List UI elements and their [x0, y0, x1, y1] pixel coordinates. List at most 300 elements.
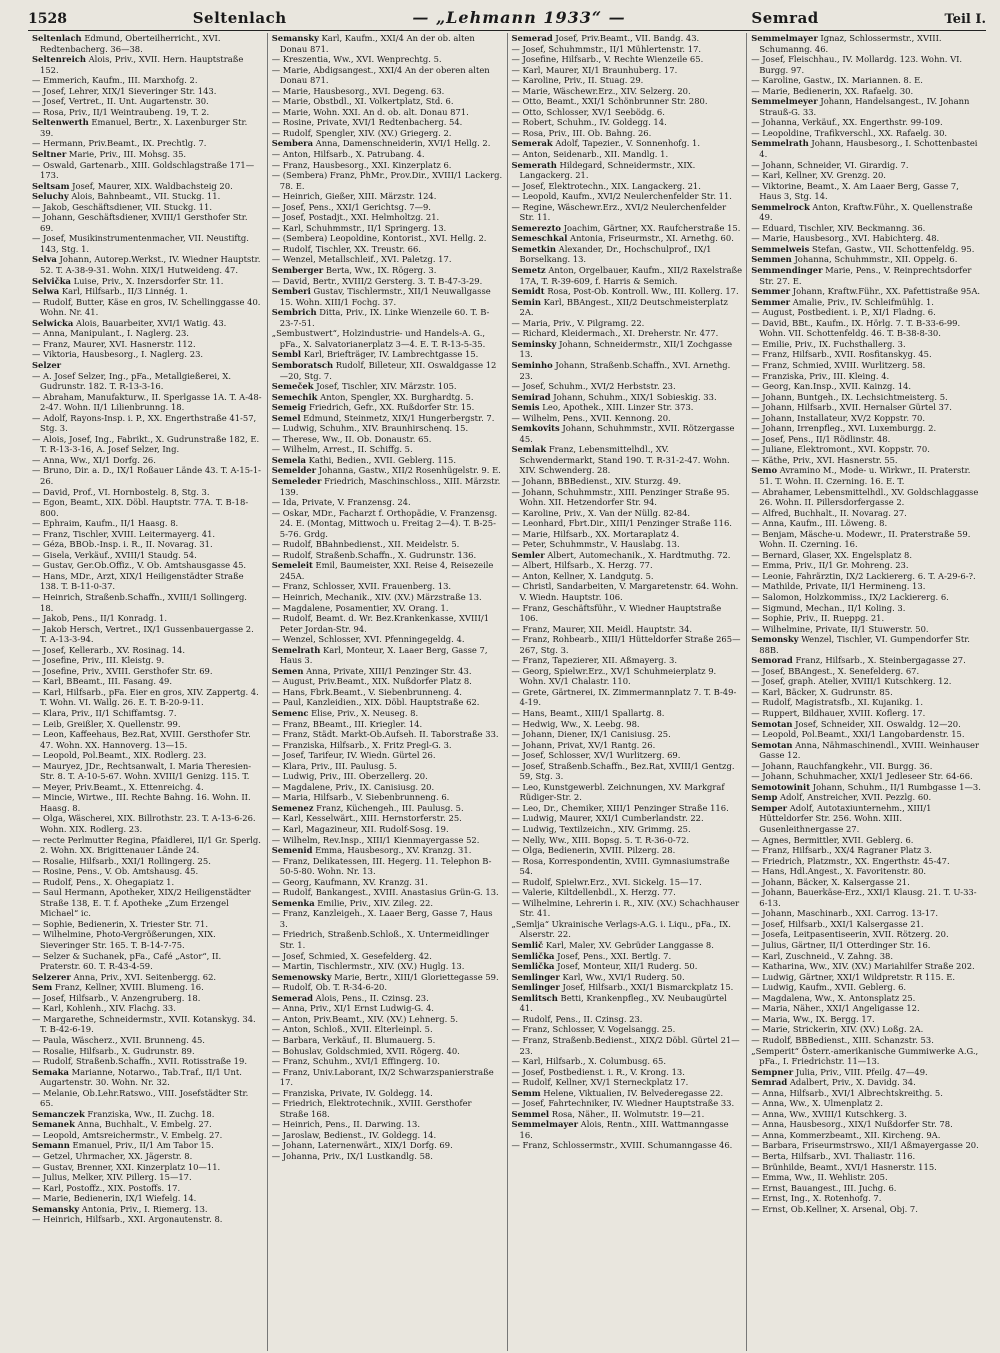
entry-text: — Karl, Magazineur, XII. Rudolf-Sosg. 19.	[271, 824, 449, 835]
entry-surname: Semelder	[271, 465, 317, 476]
entry-surname: Semmelrath	[751, 138, 809, 149]
entry-surname: Semansky	[271, 33, 319, 43]
entry-text: — Hans, MDr., Arzt, XIX/1 Heiligenstädter Straße 138. T. B-11-0-37.	[32, 570, 244, 592]
directory-entry	[751, 223, 982, 234]
entry-text: — Johann, Rauchfangkehr., VII. Burgg. 36.	[751, 760, 933, 771]
directory-entry	[512, 951, 743, 962]
entry-text: Johann, Schuhm., II/1 Rumbgasse 1—3.	[810, 781, 981, 792]
entry-text: — Viktorine, Beamt., X. Am Laaer Berg, Gasse 7, Haus 3, Stg. 14.	[751, 180, 959, 202]
directory-entry	[512, 1035, 743, 1056]
directory-entry	[32, 54, 263, 75]
directory-entry	[272, 929, 503, 950]
directory-entry	[272, 1151, 503, 1162]
entry-text: — Alfred, Buchhalt., II. Novarag. 27.	[751, 507, 907, 518]
directory-entry	[751, 75, 982, 86]
directory-entry	[32, 487, 263, 498]
entry-text: — Johann, Irrenpfleg., XVI. Luxemburgg. 2.	[751, 423, 937, 434]
directory-entry	[512, 75, 743, 86]
entry-text: — Rosine, Pens., V. Ob. Amtshausg. 45.	[32, 866, 199, 877]
directory-entry	[272, 687, 503, 698]
entry-text: Joachim, Gärtner, XX. Raufcherstraße 15.	[561, 222, 741, 233]
directory-entry	[32, 982, 263, 993]
entry-text: Friedrich, Gefr., XX. Rußdorfer Str. 15.	[306, 402, 475, 413]
directory-entry	[512, 1056, 743, 1067]
directory-entry	[512, 360, 743, 381]
directory-entry	[512, 318, 743, 329]
directory-entry	[32, 592, 263, 613]
entry-surname: Semm	[511, 1087, 541, 1098]
directory-entry	[272, 360, 503, 381]
entry-text: — Josef, BBAngest., X. Senefelderg. 67.	[751, 665, 920, 676]
directory-entry	[272, 666, 503, 677]
entry-text: — Bruno, Dir. a. D., IX/1 Roßauer Lände 43. T. A-15-1-26.	[32, 465, 262, 486]
directory-entry	[32, 1183, 263, 1194]
entry-surname: Seltenlach	[32, 33, 82, 43]
entry-text: — Adolf, Rayons-Insp. i. P., XX. Engerthstraße 41-57, Stg. 3.	[32, 412, 257, 434]
entry-text: — Emilie, Priv., IX. Fuchsthallerg. 3.	[751, 338, 906, 349]
entry-surname: Selwa	[32, 286, 60, 297]
directory-entry	[512, 634, 743, 655]
entry-text: — Franz, Tapezierer, XII. Aßmayerg. 3.	[511, 655, 677, 666]
header-title: — „Lehmann 1933“ —	[412, 8, 626, 27]
entry-text: — Jakob Hersch, Vertret., IX/1 Gussenbauergasse 2. T. A-13-3-94.	[32, 623, 254, 645]
directory-entry	[32, 254, 263, 275]
directory-entry	[751, 307, 982, 318]
entry-text: — Karl, BBeamt., III. Fasang. 49.	[32, 676, 173, 687]
directory-entry	[512, 845, 743, 856]
entry-text: — Otto, Schlosser, XV/1 Seebödg. 6.	[511, 106, 665, 117]
entry-text: — August, Postbedient. i. P., XI/1 Fladng. 6.	[751, 307, 936, 318]
entry-text: — Mauryez, JDr., Rechtsanwalt, I. Maria Theresien-Str. 8. T. A-10-5-67. Wohn. XVIII/1 Genizg. 115. T.	[32, 760, 252, 782]
directory-entry	[751, 349, 982, 360]
entry-surname: Semrad	[751, 1077, 788, 1088]
directory-entry	[512, 328, 743, 339]
directory-entry	[32, 887, 263, 919]
directory-entry	[512, 856, 743, 877]
directory-entry	[272, 465, 503, 476]
entry-text: — Franz, Univ.Laborant, IX/2 Schwarzspanierstraße 17.	[271, 1066, 494, 1088]
directory-entry	[32, 550, 263, 561]
directory-entry	[272, 951, 503, 962]
directory-entry	[751, 603, 982, 614]
directory-entry	[512, 128, 743, 139]
entry-surname: Selwicka	[32, 317, 74, 328]
entry-text: — Wilhelmine, Photo-Vergrößerungen, XIX. Sieveringer Str. 165. T. B-14-7-75.	[32, 929, 216, 951]
directory-entry	[32, 539, 263, 550]
entry-text: — Anton, Priv.Beamt., XIV. (XV.) Lehnerg. 5.	[271, 1013, 458, 1024]
directory-entry	[272, 138, 503, 149]
entry-text: — Ida, Private, V. Franzensg. 24.	[271, 497, 411, 508]
entry-text: — Anna, Hilfsarb., XVI/1 Albrechtskreithg. 5.	[751, 1087, 943, 1098]
entry-text: — Franz, Schlossermstr., XVIII. Schumanngasse 46.	[511, 1140, 733, 1151]
directory-entry	[512, 1024, 743, 1035]
directory-entry	[32, 750, 263, 761]
entry-text: — Hedwig, Ww., X. Leebg. 98.	[511, 718, 640, 729]
entry-text: — Leo, Kunstgewerbl. Zeichnungen, XV. Markgraf Rüdiger-Str. 2.	[511, 781, 725, 803]
entry-text: — Ludwig, Priv., III. Oberzellerg. 20.	[271, 771, 428, 782]
entry-surname: Seltner	[32, 149, 67, 160]
entry-text: — Valerie, Kiltdellenbdl., X. Herzg. 77.	[511, 887, 676, 898]
directory-entry	[32, 286, 263, 297]
entry-text: — Hans, Fbrk.Beamt., V. Siebenbrunneng. 4.	[271, 686, 462, 697]
entry-text: — Emma, Ww., II. Wehlistr. 205.	[751, 1172, 888, 1183]
directory-entry	[32, 835, 263, 856]
directory-entry	[272, 908, 503, 929]
directory-entry	[272, 508, 503, 540]
entry-text: — Robert, Schuhm., IV. Goldegg. 14.	[511, 117, 667, 128]
entry-text: — Josef, Musikinstrumentenmacher, VII. Neustiftg. 143, Stg. 1.	[32, 233, 249, 254]
directory-entry	[751, 856, 982, 867]
entry-text: — Josef, Postbedienst. i. R., V. Krong. 13.	[511, 1066, 685, 1077]
directory-entry	[272, 1119, 503, 1130]
entry-text: Josef, Pens., XXI. Bertlg. 7.	[554, 950, 672, 961]
directory-entry	[512, 1140, 743, 1151]
entry-text: — Rosine, Private, XVI/1 Redtenbacherg. 54.	[271, 117, 463, 128]
entry-text: — Franz, Delikatessen, III. Hegerg. 11. Telephon B-50-5-80. Wohn. Nr. 13.	[271, 855, 492, 877]
directory-entry	[32, 729, 263, 750]
entry-text: — Johann, Schuhmacher, XXI/1 Jedleseer Str. 64-66.	[751, 771, 973, 782]
directory-entry	[512, 919, 743, 940]
directory-entry	[751, 33, 982, 54]
directory-entry	[272, 719, 503, 730]
directory-entry	[32, 1204, 263, 1215]
directory-entry	[32, 202, 263, 213]
directory-entry	[32, 676, 263, 687]
entry-text: — Bohuslav, Goldschmied, XVII. Rögerg. 40.	[271, 1045, 460, 1056]
directory-entry	[751, 655, 982, 666]
entry-text: — Hans, Beamt., XIII/1 Spallartg. 8.	[511, 708, 665, 718]
directory-entry	[272, 149, 503, 160]
entry-surname: Semela	[271, 454, 306, 465]
entry-text: — Heinrich, Gießer, XIII. Märzstr. 124.	[271, 191, 437, 202]
entry-text: — Marie, Hausbesorg., XVI. Degeng. 63.	[271, 85, 445, 96]
entry-text: Edmund, Steinmetz, XIX/1 Hungerbergstr. 7.	[300, 412, 495, 423]
entry-text: — Barbara, Verkäuf., II. Blumauerg. 5.	[271, 1034, 436, 1045]
entry-surname: Semlička	[511, 950, 555, 961]
directory-entry	[272, 729, 503, 740]
entry-text: — Ephraim, Kaufm., II/1 Haasg. 8.	[32, 518, 179, 529]
entry-text: — Karl, Postoffz., XIX. Postoffs. 17.	[32, 1182, 181, 1193]
directory-entry	[751, 86, 982, 97]
directory-entry	[32, 497, 263, 518]
directory-entry	[512, 813, 743, 824]
entry-text: — Rudolf, Spielwr.Erz., XVI. Sickelg. 15—17.	[511, 876, 702, 887]
directory-entry	[272, 160, 503, 171]
directory-entry	[272, 54, 503, 65]
directory-entry	[272, 476, 503, 497]
directory-entry	[272, 244, 503, 255]
entry-surname: Selzerer	[32, 971, 71, 982]
directory-entry	[751, 940, 982, 951]
directory-entry	[32, 318, 263, 329]
directory-entry	[32, 465, 263, 486]
directory-entry	[512, 1088, 743, 1099]
directory-entry	[512, 54, 743, 65]
directory-entry	[32, 1140, 263, 1151]
entry-text: — Franz, Maurer, XII. Meidl. Hauptstr. 34.	[511, 623, 693, 634]
directory-entry	[272, 856, 503, 877]
directory-entry	[272, 782, 503, 793]
entry-text: — Ludwig, Textilzeichn., XIV. Grimmg. 25.	[511, 824, 691, 835]
entry-text: — Franz, Kanzleigeh., X. Laaer Berg, Gasse 7, Haus 3.	[271, 908, 493, 929]
directory-entry	[272, 1056, 503, 1067]
entry-surname: Semetkin	[511, 243, 557, 254]
entry-text: — Regine, Wäschewr.Erz., XVI/2 Neulerchenfelder Str. 11.	[511, 201, 727, 223]
directory-entry	[272, 212, 503, 223]
entry-text: Julia, Priv., VIII. Pfeilg. 47—49.	[793, 1066, 928, 1077]
entry-text: Alois, Bauarbeiter, XVI/1 Watig. 43.	[73, 317, 227, 328]
directory-entry	[512, 581, 743, 602]
entry-text: — Ruppert, Bildhauer, XVIII. Koflerg. 17.	[751, 708, 926, 718]
entry-text: — Friedrich, Elektrotechnik., XVIII. Gersthofer Straße 168.	[271, 1098, 472, 1119]
directory-entry	[512, 982, 743, 993]
directory-entry	[32, 434, 263, 455]
entry-surname: Seltenreich	[32, 54, 86, 65]
directory-entry	[272, 803, 503, 814]
entry-surname: Semmelweis	[751, 243, 810, 254]
entry-text: — Karl, Kohlenh., XIV. Flachg. 33.	[32, 1003, 176, 1014]
entry-text: — Karl, Kesselwärt., XIII. Hernstorferstr. 25.	[271, 813, 462, 824]
directory-entry	[272, 276, 503, 287]
header-right-word: Semrad	[751, 9, 819, 27]
entry-text: — Josef, Schuhm., XVI/2 Herbststr. 23.	[511, 381, 676, 392]
directory-entry	[512, 782, 743, 803]
directory-entry	[751, 360, 982, 371]
entry-text: — Marie, Hausbesorg., XVI. Habichterg. 48.	[751, 233, 940, 244]
entry-text: Adolf, Anstreicher, XVII. Pezzlg. 60.	[777, 792, 932, 803]
directory-entry	[751, 529, 982, 550]
entry-surname: Semirad	[511, 391, 551, 402]
column-2	[268, 33, 508, 1351]
directory-entry	[272, 117, 503, 128]
entry-text: Franz, Lebensmittelhdl., XV. Schwendermarkt, Stand 190. T. R-31-2-47. Wohn. XIV. Schwenderg. 28.	[519, 444, 730, 476]
entry-surname: Semotowinit	[751, 781, 811, 792]
directory-entry	[751, 929, 982, 940]
entry-text: — Albert, Hilfsarb., X. Herzg. 77.	[511, 560, 653, 571]
entry-text: — August, Priv.Beamt., XIX. Nußdorfer Platz 8.	[271, 676, 472, 687]
entry-surname: Semeleit	[271, 560, 313, 571]
entry-text: — Magdalene, Priv., IX. Canisiusg. 20.	[271, 781, 435, 792]
directory-entry	[751, 233, 982, 244]
entry-text: — Wenzel, Metallschleif., XVI. Paletzg. 17.	[271, 254, 452, 265]
entry-text: Marie, Pens., V. Reinprechtsdorfer Str. 27. E.	[759, 265, 972, 286]
directory-entry	[32, 117, 263, 138]
directory-entry	[512, 1119, 743, 1140]
entry-text: — Johanna, Priv., IX/1 Lustkandlg. 58.	[271, 1150, 433, 1161]
entry-surname: Semeček	[271, 381, 314, 392]
directory-entry	[751, 254, 982, 265]
entry-surname: Semmer	[751, 296, 791, 307]
directory-entry	[272, 845, 503, 856]
directory-entry	[272, 202, 503, 213]
directory-entry	[751, 877, 982, 888]
directory-entry	[751, 666, 982, 677]
entry-text: Josef, Monteur, XII/1 Ruderg. 50.	[554, 961, 698, 972]
entry-text: Friedrich, Maschinschloss., XIII. Märzstr. 139.	[279, 475, 501, 497]
directory-entry	[751, 1077, 982, 1088]
directory-entry	[751, 782, 982, 793]
header-part: Teil I.	[944, 12, 986, 27]
entry-text: — Georg, Kaufmann, XV. Kranzg. 31.	[271, 876, 428, 887]
entry-text: Kathi, Bedien., XVII. Geblerg. 115.	[305, 454, 457, 465]
entry-text: — Johann, Hilfsarb., XVII. Hernalser Gürtel 37.	[751, 402, 952, 413]
directory-entry	[512, 96, 743, 107]
entry-text: — Friedrich, Platzmstr., XX. Engerthstr. 45-47.	[751, 855, 950, 866]
directory-entry	[272, 86, 503, 97]
entry-text: Emilie, Priv., XIV. Zileg. 22.	[314, 897, 434, 908]
entry-text: Karl, Briefträger, IV. Lambrechtgasse 15.	[301, 349, 479, 360]
entry-text: — Karl, Schuhmmstr., II/1 Springerg. 13.	[271, 222, 447, 233]
entry-text: — Abraham, Manufakturw., II. Sperlgasse 1A. T. A-48-2-47. Wohn. II/1 Lilienbrunng. 18.	[32, 391, 262, 413]
entry-text: — Salomon, Holzkommiss., IX/2 Lackiererg. 6.	[751, 591, 949, 602]
directory-entry	[272, 634, 503, 645]
entry-text: — Anna, Ww., XVIII/1 Kutschkerg. 3.	[751, 1108, 907, 1119]
directory-entry	[751, 761, 982, 772]
entry-text: — Leonie, Fahrärztin, IX/2 Lackiererg. 6. T. A-29-6-?.	[751, 570, 976, 581]
entry-text: — David, Bertr., XVIII/2 Gersterg. 3. T. B-47-3-29.	[271, 275, 483, 286]
entry-text: — Franz, Tischler, XVIII. Leitermayerg. 41.	[32, 528, 216, 539]
entry-text: — Jaroslaw, Bedienst., IV. Goldegg. 14.	[271, 1129, 437, 1140]
entry-text: Franz, Kellner, XVIII. Blumeng. 16.	[52, 982, 204, 993]
entry-text: Emma, Hausbesorg., XV. Kranzg. 31.	[312, 845, 472, 856]
entry-surname: Sempner	[751, 1066, 794, 1077]
directory-entry	[751, 845, 982, 856]
entry-text: — Franziska, Priv., III. Kleing. 4.	[751, 370, 890, 381]
directory-entry	[512, 444, 743, 476]
entry-surname: Semorad	[751, 655, 793, 666]
entry-text: — Rosa, Priv., III. Ob. Bahng. 26.	[511, 127, 652, 138]
entry-text: — Johann, Diener, IX/1 Canisiusg. 25.	[511, 729, 671, 740]
directory-entry	[272, 402, 503, 413]
directory-entry	[32, 75, 263, 86]
entry-text: — Franziska, Private, IV. Goldegg. 14.	[271, 1087, 433, 1098]
entry-surname: Semmelmayer	[751, 33, 818, 43]
directory-entry	[751, 982, 982, 993]
directory-entry	[751, 1024, 982, 1035]
entry-surname: Semenka	[271, 897, 315, 908]
directory-entry	[32, 297, 263, 318]
directory-entry	[272, 972, 503, 983]
entry-surname: Semkovits	[511, 423, 560, 434]
directory-entry	[32, 1035, 263, 1046]
entry-text: — Mincie, Wirtwe., III. Rechte Bahng. 16. Wohn. II. Haasg. 8.	[32, 792, 251, 813]
entry-text: — Josefa, Leitpasentiseerin, XVII. Rötzerg. 20.	[751, 929, 949, 940]
entry-surname: Sembrich	[271, 307, 317, 318]
directory-entry	[751, 1172, 982, 1183]
entry-text: — Rudolf, Tischler, XX. Treustr. 66.	[271, 243, 421, 254]
entry-text: — Leopold, Kaufm., XVI/2 Neulerchenfelder Str. 11.	[511, 191, 732, 202]
entry-surname: Semp	[751, 792, 778, 803]
entry-text: — Paula, Wäscherz., XVII. Brunneng. 45.	[32, 1034, 205, 1045]
entry-text: — Paul, Kanzleidien., XIX. Döbl. Hauptstraße 62.	[271, 697, 480, 708]
directory-entry	[32, 1014, 263, 1035]
directory-entry	[512, 181, 743, 192]
directory-entry	[751, 434, 982, 445]
entry-text: Marie, Bertr., XIII/1 Gloriettegasse 59.	[331, 971, 499, 982]
entry-surname: Semel	[271, 412, 301, 423]
entry-text: Wenzel, Tischler, VI. Gumpendorfer Str. 88B.	[759, 634, 970, 655]
entry-surname: Seminho	[511, 359, 553, 370]
directory-entry	[512, 624, 743, 635]
entry-text: Johann, Kraftw.Führ., XX. Pafettistraße 95A.	[790, 286, 981, 297]
directory-entry	[32, 1046, 263, 1057]
entry-text: — David, Prof., VI. Hornbostelg. 8, Stg. 3.	[32, 486, 210, 497]
directory-entry	[272, 497, 503, 508]
directory-entry	[751, 687, 982, 698]
entry-text: — Rosalie, Hilfsarb., XXI/1 Rollingerg. 25.	[32, 855, 211, 866]
entry-text: — Franz, Geschäftsführ., V. Wiedner Hauptstraße 106.	[511, 602, 722, 624]
entry-text: Gustav, Tischlermstr., XII/1 Neuwallgasse 15. Wohn. XIII/1 Fochg. 37.	[279, 286, 491, 307]
entry-surname: Semlinger	[511, 971, 560, 982]
entry-text: — Josefine, Priv., III. Kleistg. 9.	[32, 655, 165, 666]
entry-text: — Géza, BBOb.-Insp. i. R., II. Novarag. 31.	[32, 539, 213, 550]
directory-entry	[272, 761, 503, 772]
entry-text: — Josef, graph. Atelier, XVIII/1 Kutschkerg. 12.	[751, 676, 952, 687]
entry-surname: Selva	[32, 254, 57, 265]
directory-entry	[272, 286, 503, 307]
directory-entry	[32, 392, 263, 413]
directory-entry	[272, 771, 503, 782]
entry-text: — Karl, Zuschneid., V. Zahng. 38.	[751, 950, 894, 961]
entry-text: — Josef, Fahrtechniker, IV. Wiedner Hauptstraße 33.	[511, 1098, 735, 1109]
entry-text: — Karl, Bäcker, X. Gudrunstr. 85.	[751, 686, 893, 697]
directory-entry	[272, 233, 503, 244]
directory-entry	[751, 413, 982, 424]
entry-surname: Semlič	[511, 940, 544, 951]
entry-text: — Ernst, Ob.Kellner, X. Arsenal, Obj. 7.	[751, 1203, 918, 1214]
entry-text: Johanna, Schuhmmstr., XII. Oppelg. 6.	[791, 254, 958, 265]
entry-surname: Semberi	[271, 286, 311, 297]
directory-entry	[512, 550, 743, 561]
entry-surname: Sembl	[271, 349, 302, 360]
directory-entry	[751, 1183, 982, 1194]
directory-entry	[272, 708, 503, 719]
entry-text: — Grete, Gärtnerei, IX. Zimmermannplatz 7. T. B-49-4-19.	[511, 686, 737, 708]
entry-text: — Rosalie, Hilfsarb., X. Gudrunstr. 89.	[32, 1045, 195, 1056]
directory-entry	[32, 655, 263, 666]
directory-entry	[512, 972, 743, 983]
entry-surname: Semerezto	[511, 222, 562, 233]
directory-entry	[272, 1046, 503, 1057]
column-4	[747, 33, 986, 1351]
entry-text: — Wenzel, Schlosser, XVI. Pfenningegeldg. 4.	[271, 634, 465, 645]
page-header	[28, 8, 986, 31]
entry-text: — Johann, Bäcker, X. Kalsergasse 21.	[751, 876, 910, 887]
entry-text: — Magdalena, Ww., X. Antonsplatz 25.	[751, 992, 916, 1003]
directory-entry	[32, 951, 263, 972]
directory-entry	[751, 613, 982, 624]
directory-entry	[751, 487, 982, 508]
entry-text: — Franz, Straßenb.Bedienst., XIX/2 Döbl. Gürtel 21—23.	[511, 1034, 740, 1056]
entry-surname: Semetz	[511, 265, 546, 276]
directory-entry	[512, 508, 743, 519]
entry-text: — Josef, Schuhmmstr., II/1 Mühlertenstr. 17.	[511, 43, 702, 54]
directory-entry	[751, 1067, 982, 1078]
directory-entry	[512, 476, 743, 487]
entry-text: Alois, Priv., XVII. Hern. Hauptstraße 152.	[40, 54, 244, 75]
directory-entry	[272, 392, 503, 403]
directory-entry	[272, 265, 503, 276]
directory-entry	[32, 107, 263, 118]
directory-entry	[512, 202, 743, 223]
entry-text: — Leopoldine, Trafikverschl., XX. Rafaelg. 30.	[751, 127, 948, 138]
directory-entry	[512, 149, 743, 160]
directory-entry	[272, 835, 503, 846]
entry-text: — Josef, Postadjt., XXI. Helmholtzg. 21.	[271, 212, 440, 223]
entry-text: Johanna, Gastw., XII/2 Rosenhügelstr. 9. E.	[316, 465, 501, 476]
entry-text: — Kreszentia, Ww., XVI. Wenprechtg. 5.	[271, 54, 442, 65]
entry-text: — Johann, Schneider, VI. Girardig. 7.	[751, 159, 909, 170]
